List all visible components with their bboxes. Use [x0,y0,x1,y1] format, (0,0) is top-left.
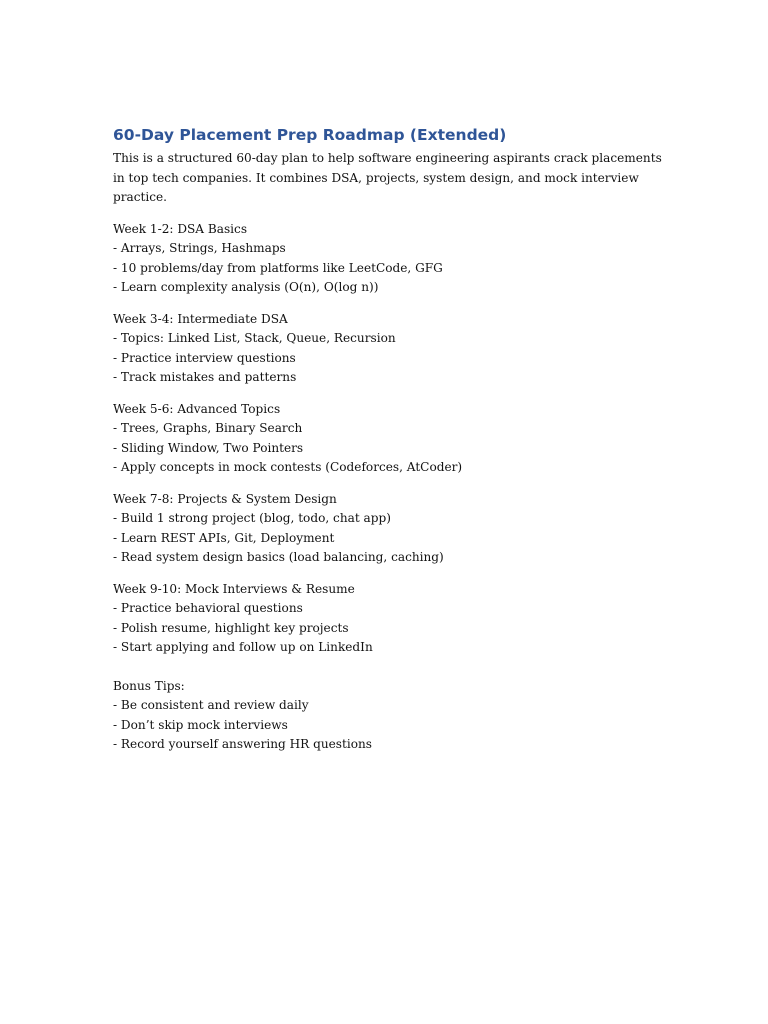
section-week-5-6 [113,400,673,478]
section-bonus-tips [113,677,673,755]
list-item: - Don’t skip mock interviews [113,717,288,732]
section-heading: Week 5-6: Advanced Topics [113,401,281,416]
list-item: - Arrays, Strings, Hashmaps [113,241,286,255]
section-week-3-4 [113,310,673,388]
list-item: - Polish resume, highlight key projects [113,620,349,635]
list-item: - Trees, Graphs, Binary Search [113,421,303,435]
section-heading: Bonus Tips: [113,678,185,693]
list-item: - Start applying and follow up on LinkedIn [113,640,373,654]
list-item: - Sliding Window, Two Pointers [113,440,304,455]
list-item: - Read system design basics (load balancing, caching) [113,550,444,564]
section-heading: Week 3-4: Intermediate DSA [113,311,288,326]
list-item: - Practice behavioral questions [113,601,303,615]
section-week-9-10 [113,580,673,658]
list-item: - Topics: Linked List, Stack, Queue, Recursion [113,331,396,345]
section-heading: Week 1-2: DSA Basics [113,221,248,236]
list-item: - Be consistent and review daily [113,698,309,712]
intro-paragraph: This is a structured 60-day plan to help software engineering aspirants crack placements in top tech companies. It combines DSA, projects, system design, and mock interview practice. [113,151,662,204]
section-week-7-8 [113,490,673,568]
section-heading: Week 7-8: Projects & System Design [113,491,337,506]
list-item: - Learn REST APIs, Git, Deployment [113,530,335,545]
list-item: - Apply concepts in mock contests (Codeforces, AtCoder) [113,460,463,474]
list-item: - 10 problems/day from platforms like LeetCode, GFG [113,260,443,275]
list-item: - Practice interview questions [113,350,296,365]
list-item: - Record yourself answering HR questions [113,737,372,751]
list-item: - Track mistakes and patterns [113,370,297,384]
document-body [113,124,673,755]
section-week-1-2 [113,220,673,298]
document-title: 60-Day Placement Prep Roadmap (Extended) [113,126,507,144]
list-item: - Learn complexity analysis (O(n), O(log n)) [113,280,379,294]
section-heading: Week 9-10: Mock Interviews & Resume [113,581,355,596]
list-item: - Build 1 strong project (blog, todo, chat app) [113,511,391,525]
